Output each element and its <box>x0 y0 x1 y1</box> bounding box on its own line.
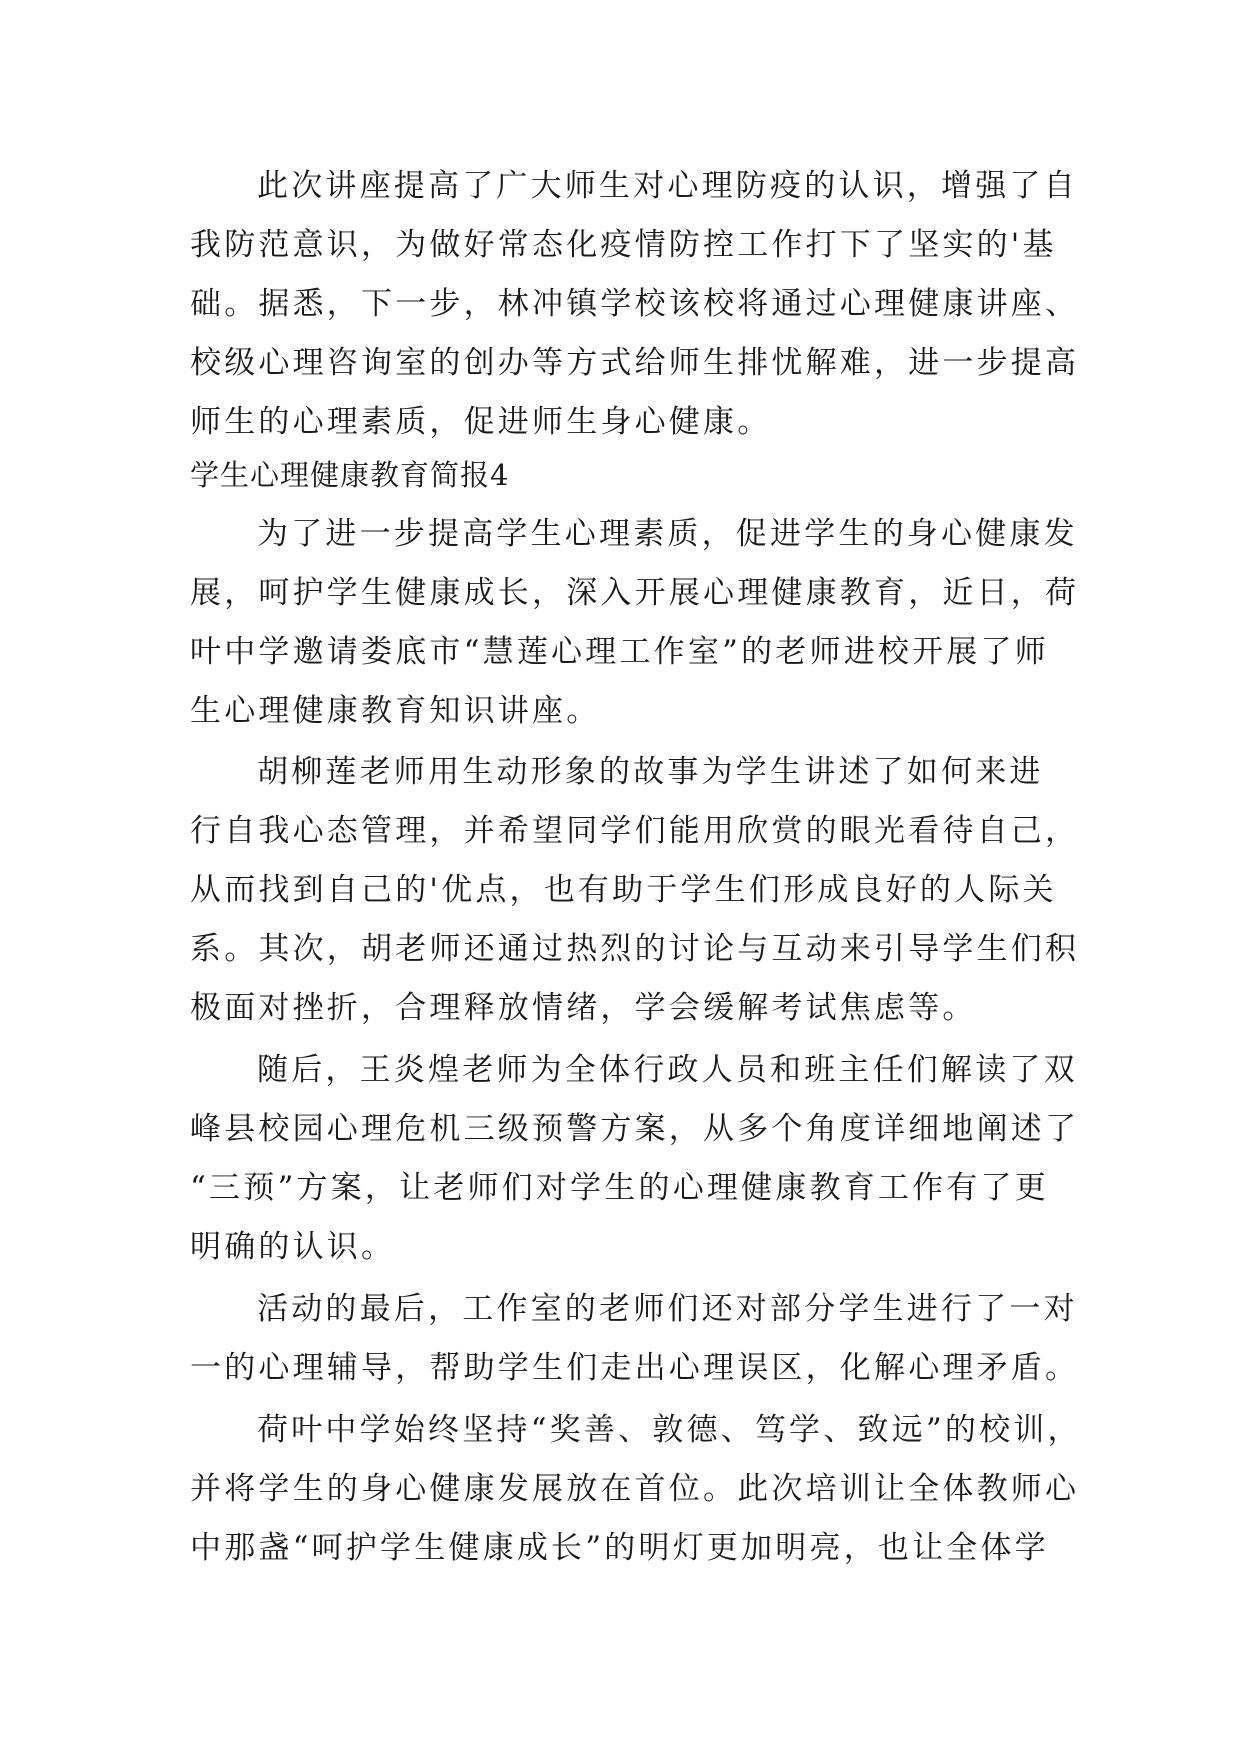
paragraph-line: 并将学生的身心健康发展放在首位。此次培训让全体教师心 <box>190 1471 1080 1507</box>
paragraph-line: 为了进一步提高学生心理素质，促进学生的身心健康发 <box>257 516 1078 552</box>
paragraph-line: 一的心理辅导，帮助学生们走出心理误区，化解心理矛盾。 <box>190 1350 1080 1386</box>
paragraph-line: 胡柳莲老师用生动形象的故事为学生讲述了如何来进 <box>257 754 1044 790</box>
paragraph-line: 生心理健康教育知识讲座。 <box>190 693 601 729</box>
paragraph-line: 系。其次，胡老师还通过热烈的讨论与互动来引导学生们积 <box>190 931 1080 967</box>
paragraph-line: 随后，王炎煌老师为全体行政人员和班主任们解读了双 <box>257 1052 1078 1088</box>
paragraph-line: 极面对挫折，合理释放情绪，学会缓解考试焦虑等。 <box>190 990 977 1026</box>
paragraph-line: 峰县校园心理危机三级预警方案，从多个角度详细地阐述了 <box>190 1111 1080 1147</box>
paragraph-line: 师生的心理素质，促进师生身心健康。 <box>190 404 772 440</box>
paragraph-line: 从而找到自己的'优点，也有助于学生们形成良好的人际关 <box>190 872 1057 908</box>
paragraph-line: 中那盏“呵护学生健康成长”的明灯更加明亮，也让全体学 <box>190 1530 1049 1566</box>
paragraph-line: 明确的认识。 <box>190 1229 396 1265</box>
paragraph-line: 展，呵护学生健康成长，深入开展心理健康教育，近日，荷 <box>190 575 1080 611</box>
paragraph-line: 叶中学邀请娄底市“慧莲心理工作室”的老师进校开展了师 <box>190 634 1049 670</box>
paragraph-line: 校级心理咨询室的创办等方式给师生排忧解难，进一步提高 <box>190 345 1080 381</box>
paragraph-line: 荷叶中学始终坚持“奖善、敦德、笃学、致远”的校训， <box>257 1412 1082 1448</box>
paragraph-line: 活动的最后，工作室的老师们还对部分学生进行了一对 <box>257 1291 1078 1327</box>
paragraph-line: “三预”方案，让老师们对学生的心理健康教育工作有了更 <box>190 1170 1049 1206</box>
paragraph-line: 我防范意识，为做好常态化疫情防控工作打下了坚实的'基 <box>190 227 1057 263</box>
paragraph-line: 础。据悉，下一步，林冲镇学校该校将通过心理健康讲座、 <box>190 286 1080 322</box>
paragraph-line: 此次讲座提高了广大师生对心理防疫的认识，增强了自 <box>257 168 1078 204</box>
paragraph-line: 行自我心态管理，并希望同学们能用欣赏的眼光看待自己， <box>190 813 1080 849</box>
section-heading: 学生心理健康教育简报4 <box>190 458 510 492</box>
